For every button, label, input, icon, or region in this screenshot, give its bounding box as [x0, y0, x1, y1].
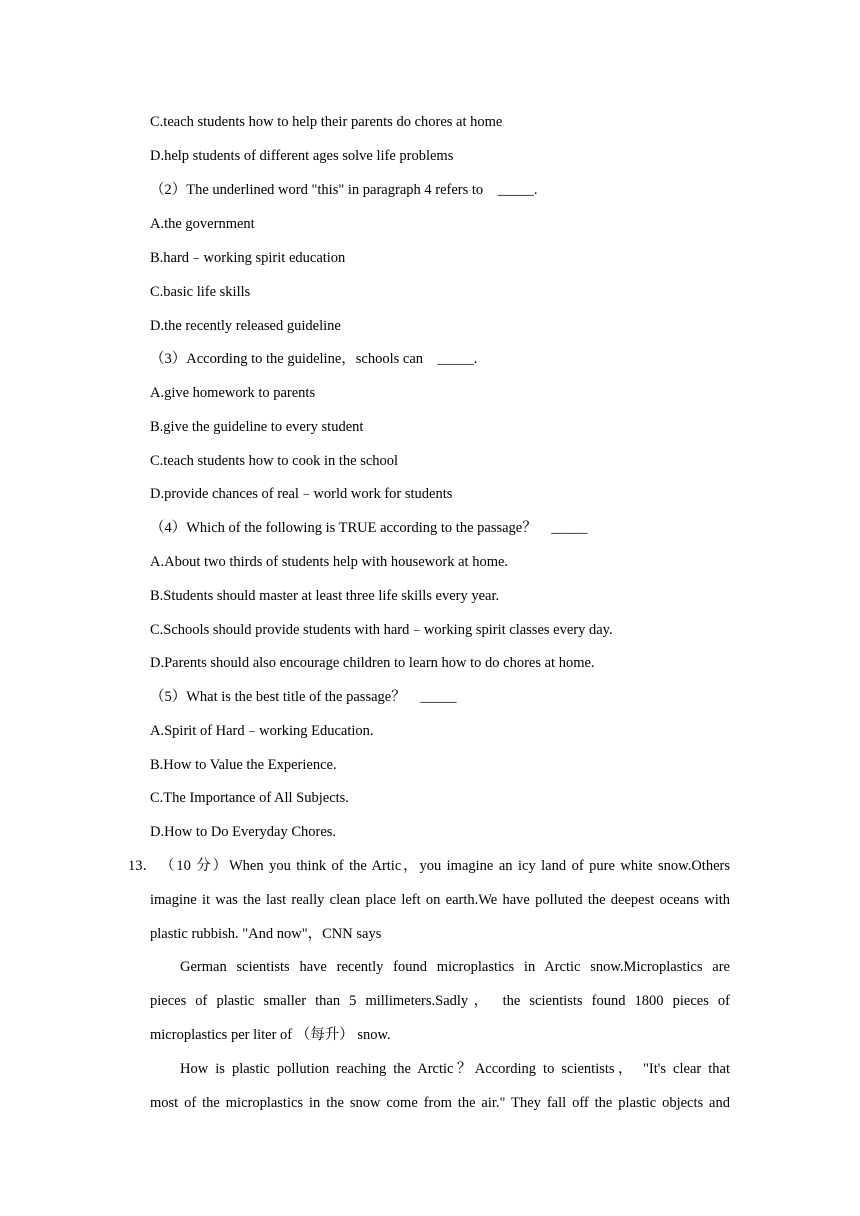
- option-q4-a: A.About two thirds of students help with housework at home.: [150, 554, 509, 570]
- option-q5-b: B.How to Value the Experience.: [150, 757, 337, 773]
- option-q2-d: D.the recently released guideline: [150, 318, 341, 334]
- passage-line: plastic rubbish. "And now"，CNN says: [150, 926, 382, 942]
- passage-line: pieces of plastic smaller than 5 millimeters.Sadly， the scientists found 1800 pieces of: [150, 993, 730, 1009]
- question-5-stem: （5）What is the best title of the passage？ _____: [150, 689, 457, 705]
- question-3-stem: （3）According to the guideline，schools can _____.: [150, 351, 478, 367]
- passage-line: （10 分）When you think of the Artic，you imagine an icy land of pure white snow.Others: [160, 858, 730, 874]
- question-13-number: 13．: [128, 858, 157, 874]
- option-q3-b: B.give the guideline to every student: [150, 419, 364, 435]
- option-q2-c: C.basic life skills: [150, 284, 251, 300]
- passage-line: How is plastic pollution reaching the Arctic？According to scientists， "It's clear that: [180, 1061, 730, 1077]
- option-q5-a: A.Spirit of Hard﹣working Education.: [150, 723, 374, 739]
- option-q3-a: A.give homework to parents: [150, 385, 316, 401]
- passage-line: German scientists have recently found microplastics in Arctic snow.Microplastics are: [180, 959, 730, 975]
- option-q1-d: D.help students of different ages solve life problems: [150, 148, 454, 164]
- question-4-stem: （4）Which of the following is TRUE according to the passage？ _____: [150, 520, 588, 536]
- option-q4-c: C.Schools should provide students with hard﹣working spirit classes every day.: [150, 622, 613, 638]
- question-2-stem: （2）The underlined word "this" in paragraph 4 refers to _____.: [150, 182, 538, 198]
- passage-line: most of the microplastics in the snow come from the air." They fall off the plastic objects and: [150, 1095, 730, 1111]
- option-q2-b: B.hard﹣working spirit education: [150, 250, 346, 266]
- option-q4-b: B.Students should master at least three life skills every year.: [150, 588, 500, 604]
- passage-line: imagine it was the last really clean place left on earth.We have polluted the deepest oceans with: [150, 892, 730, 908]
- option-q5-d: D.How to Do Everyday Chores.: [150, 824, 337, 840]
- option-q1-c: C.teach students how to help their parents do chores at home: [150, 114, 503, 130]
- option-q5-c: C.The Importance of All Subjects.: [150, 790, 349, 806]
- option-q2-a: A.the government: [150, 216, 255, 232]
- option-q3-c: C.teach students how to cook in the school: [150, 453, 399, 469]
- option-q3-d: D.provide chances of real﹣world work for students: [150, 486, 453, 502]
- passage-line: microplastics per liter of （每升） snow.: [150, 1027, 391, 1043]
- option-q4-d: D.Parents should also encourage children to learn how to do chores at home.: [150, 655, 595, 671]
